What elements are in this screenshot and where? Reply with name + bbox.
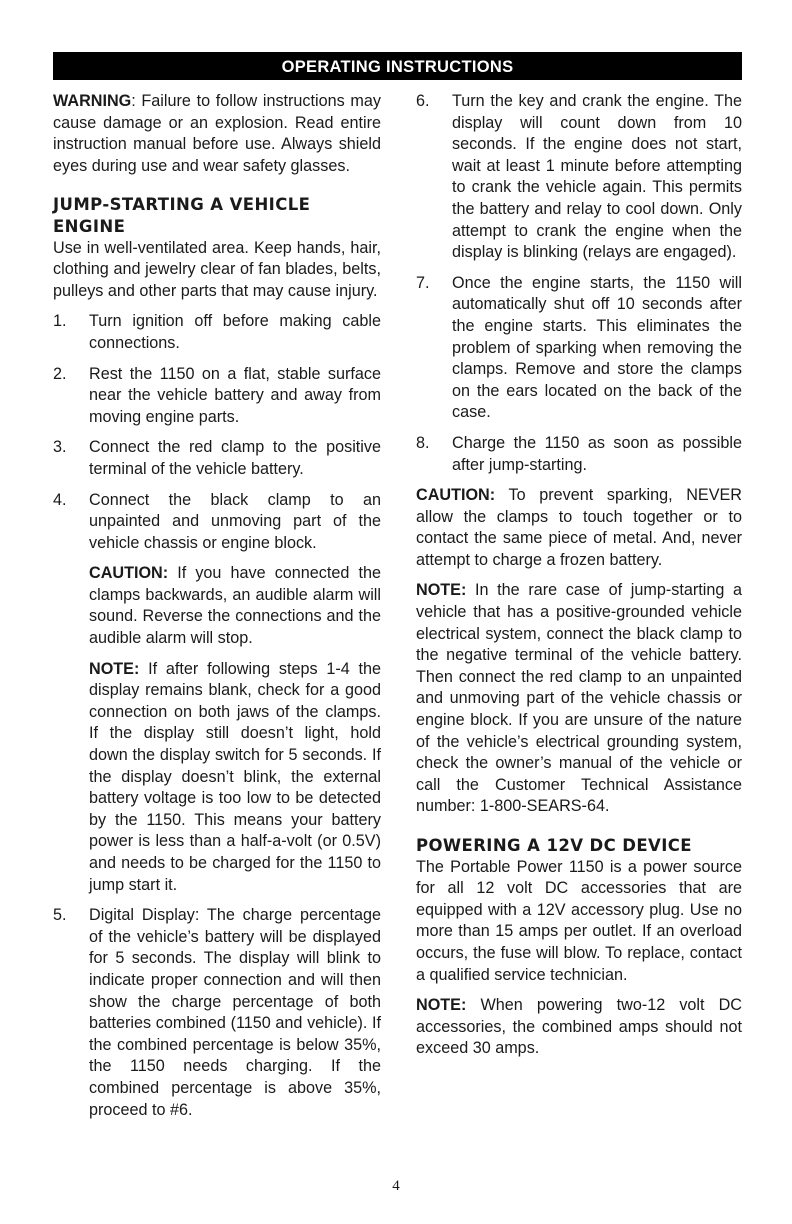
warning-paragraph bbox=[53, 91, 381, 177]
step-text: Connect the black clamp to an unpainted and unmoving part of the vehicle chassis or engine block. bbox=[89, 490, 381, 552]
step-number: 6. bbox=[416, 92, 430, 110]
note-paragraph bbox=[416, 580, 742, 818]
caution-text: To prevent sparking, NEVER allow the clamps to touch together or to contact the same piece of metal. And, never attempt to charge a frozen battery. bbox=[416, 486, 742, 569]
jump-starting-heading: JUMP-STARTING A VEHICLE ENGINE bbox=[53, 195, 311, 236]
jump-intro: Use in well-ventilated area. Keep hands, hair, clothing and jewelry clear of fan blades, belts, pulleys and other parts that may cause injury. bbox=[53, 238, 381, 300]
step-number: 5. bbox=[53, 906, 67, 925]
step-text: Turn the key and crank the engine. The display will count down from 10 seconds. If the engine does not start, wait at least 1 minute before attempting to crank the vehicle again. This permits the battery and relay to cool down. Only attempt to crank the engine when the display is blinking (relays are engaged). bbox=[452, 92, 742, 262]
step-8 bbox=[416, 433, 742, 476]
note-text: When powering two-12 volt DC accessories, the combined amps should not exceed 30 amps. bbox=[416, 996, 742, 1058]
left-column bbox=[53, 91, 381, 1130]
step-text: Once the engine starts, the 1150 will automatically shut off 10 seconds after the engine starts. This eliminates the problem of sparking when removing the clamps. Remove and store the clamps on the ears located on the back of the case. bbox=[452, 273, 742, 422]
note-label: NOTE: bbox=[416, 581, 467, 600]
note-text: In the rare case of jump-starting a vehicle that has a positive-grounded vehicle electrical system, connect the black clamp to the negative terminal of the vehicle battery. Then connect the red clamp to an unpainted and unmoving part of the vehicle chassis or engine block. If you are unsure of the nature of the vehicle’s electrical grounding system, check the owner’s manual of the vehicle or call the Customer Technical Assistance number: 1-800-SEARS-64. bbox=[416, 581, 742, 816]
right-column bbox=[416, 91, 742, 1069]
powering-note bbox=[416, 995, 742, 1060]
step-6 bbox=[416, 91, 742, 264]
step-2 bbox=[53, 364, 381, 429]
note-text: If after following steps 1-4 the display remains blank, check for a good connection on both jaws of the clamps. If the display still doesn’t light, hold down the display switch for 5 seconds. If the display doesn’t blink, the external battery voltage is too low to be detected by the 1150. This means your battery power is less than a half-a-volt (or 0.5V) and needs to be charged for the 1150 to jump start it. bbox=[89, 659, 381, 894]
step-5 bbox=[53, 905, 381, 1121]
step4-caution bbox=[89, 563, 381, 649]
step-number: 4. bbox=[53, 490, 67, 509]
step-3 bbox=[53, 437, 381, 480]
powering-heading: POWERING A 12V DC DEVICE bbox=[416, 836, 692, 855]
note-label: NOTE: bbox=[89, 659, 140, 678]
caution-label: CAUTION: bbox=[416, 486, 496, 505]
page-number: 4 bbox=[392, 1178, 400, 1194]
warning-label: WARNING bbox=[53, 92, 132, 110]
step-text: Connect the red clamp to the positive terminal of the vehicle battery. bbox=[89, 438, 381, 478]
step-1 bbox=[53, 311, 381, 354]
warning-text: : Failure to follow instructions may cause damage or an explosion. Read entire instruction manual before use. Always shield eyes during use and wear safety glasses. bbox=[53, 92, 381, 175]
step-number: 1. bbox=[53, 312, 67, 331]
step-number: 8. bbox=[416, 433, 430, 452]
step-number: 7. bbox=[416, 273, 430, 292]
step-text: Digital Display: The charge percentage of the vehicle’s battery will be displayed for 5 seconds. The display will blink to indicate proper connection and will then show the charge percentage of both batteries combined (1150 and vehicle). If the combined percentage is below 35%, the 1150 needs charging. If the combined percentage is above 35%, proceed to #6. bbox=[89, 906, 381, 1119]
step-text: Turn ignition off before making cable connections. bbox=[89, 312, 381, 352]
step-text: Charge the 1150 as soon as possible after jump-starting. bbox=[452, 433, 742, 474]
step-4 bbox=[53, 490, 381, 897]
step-text: Rest the 1150 on a flat, stable surface near the vehicle battery and away from moving engine parts. bbox=[89, 364, 381, 426]
caution-label: CAUTION: bbox=[89, 564, 169, 583]
powering-text: The Portable Power 1150 is a power source for all 12 volt DC accessories that are equipped with a 12V accessory plug. Use no more than 15 amps per outlet. If an overload occurs, the fuse will blow. To replace, contact a qualified service technician. bbox=[416, 857, 742, 984]
note-label: NOTE: bbox=[416, 996, 467, 1015]
step-7 bbox=[416, 273, 742, 424]
step-number: 2. bbox=[53, 364, 67, 383]
step4-note bbox=[89, 659, 381, 897]
caution-paragraph bbox=[416, 485, 742, 571]
section-banner: OPERATING INSTRUCTIONS bbox=[53, 52, 742, 80]
step-number: 3. bbox=[53, 438, 67, 457]
caution-text: If you have connected the clamps backwards, an audible alarm will sound. Reverse the connections and the audible alarm will stop. bbox=[89, 564, 381, 648]
